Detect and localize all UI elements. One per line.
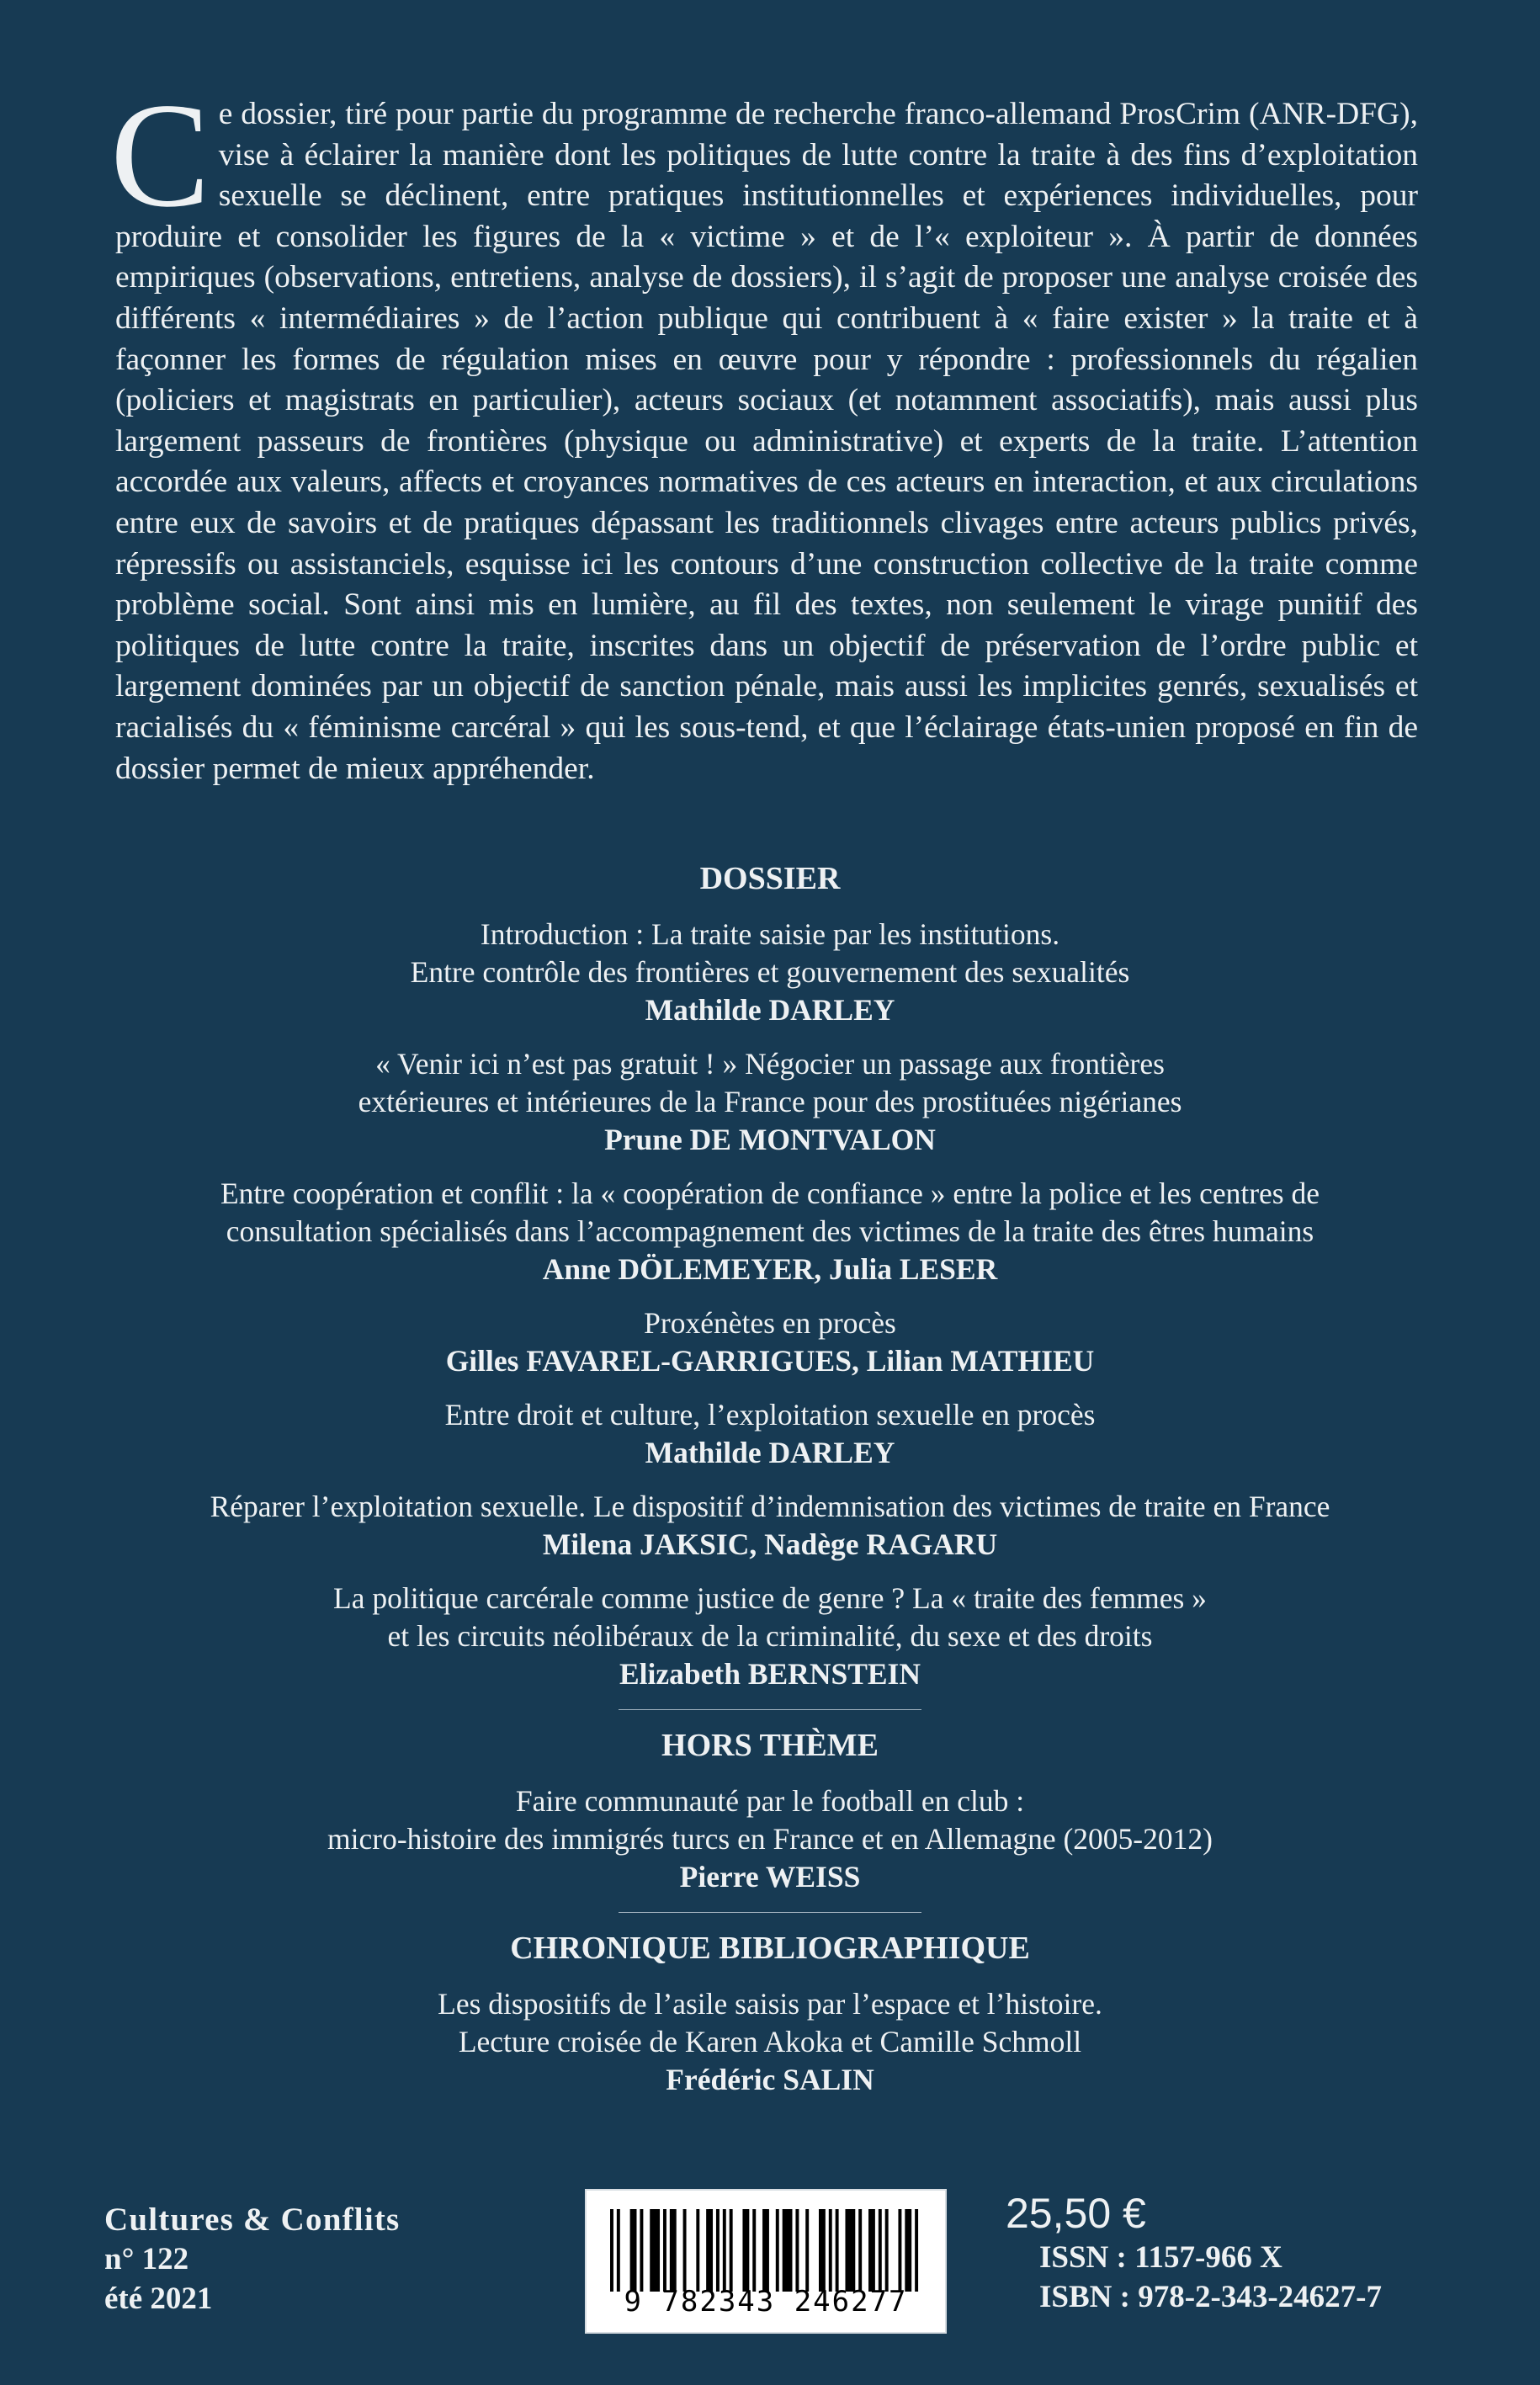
barcode-bar-5	[663, 2209, 666, 2292]
toc-entry	[101, 1985, 1439, 2099]
barcode-bar-18	[795, 2209, 799, 2292]
barcode-bar-27	[885, 2209, 889, 2292]
barcode-bar-25	[868, 2209, 875, 2292]
isbn: ISBN : 978-2-343-24627-7	[1039, 2280, 1382, 2314]
entry-author: Prune DE MONTVALON	[604, 1123, 936, 1156]
barcode-bar-30	[915, 2209, 918, 2292]
barcode-bar-23	[845, 2209, 855, 2292]
barcode-bar-10	[716, 2209, 720, 2292]
barcode-bar-2	[630, 2209, 637, 2292]
entry-author: Mathilde DARLEY	[645, 993, 895, 1027]
journal-info	[104, 2200, 400, 2319]
entry-author: Mathilde DARLEY	[645, 1436, 895, 1469]
chronique-entries	[101, 1985, 1439, 2099]
barcode-bar-7	[683, 2209, 687, 2292]
barcode-bar-20	[819, 2209, 826, 2292]
section-divider	[619, 1912, 921, 1913]
dossier-entries	[101, 916, 1439, 1693]
toc-entry	[101, 1580, 1439, 1693]
entry-title-line: consultation spécialisés dans l’accompagnement des victimes de la traite des êtres humains	[226, 1214, 1314, 1248]
entry-author: Gilles FAVAREL-GARRIGUES, Lilian MATHIEU	[445, 1344, 1095, 1378]
entry-title-line: Entre contrôle des frontières et gouvernement des sexualités	[410, 955, 1130, 989]
drop-cap: C	[110, 72, 210, 238]
section-heading-hors-theme: HORS THÈME	[661, 1728, 879, 1763]
entry-title-line: Entre coopération et conflit : la « coopération de confiance » entre la police et les centres de	[220, 1177, 1320, 1210]
entry-title-line: Proxénètes en procès	[644, 1306, 896, 1340]
price: 25,50 €	[1006, 2190, 1146, 2237]
entry-author: Pierre WEISS	[679, 1860, 861, 1894]
entry-title-line: Introduction : La traite saisie par les institutions.	[480, 917, 1060, 951]
barcode-bar-28	[898, 2209, 901, 2292]
toc-entry	[101, 1045, 1439, 1159]
barcode-bar-12	[730, 2209, 733, 2292]
barcode-bars	[610, 2209, 921, 2292]
abstract-text: e dossier, tiré pour partie du programme de recherche franco-allemand ProsCrim (ANR-DFG), vise à éclairer la manière dont les politiques de lutte contre la traite à des fins d’exploitation sexuelle se déclinent, entre pratiques institutionnelles et expériences individuelles, pour produire et consolider les figures de la « victime » et de l’« exploiteur ». À partir de données empiriques (observations, entretiens, analyse de dossiers), il s’agit de proposer une analyse croisée des différents « intermédiaires » de l’action publique qui contribuent à « faire exister » la traite et à façonner les formes de régulation mises en œuvre pour y répondre : professionnels du régalien (policiers et magistrats en particulier), acteurs sociaux (et notamment associatifs), mais aussi plus largement passeurs de frontières (physique ou administrative) et experts de la traite. L’attention accordée aux valeurs, affects et croyances normatives de ces acteurs en interaction, et aux circulations entre eux de savoirs et de pratiques dépassant les traditionnels clivages entre acteurs publics privés, répressifs ou assistanciels, esquisse ici les contours d’une construction collective de la traite comme problème social. Sont ainsi mis en lumière, au fil des textes, non seulement le virage punitif des politiques de lutte contre la traite, inscrites dans un objectif de préservation de l’ordre public et largement dominées par un objectif de sanction pénale, mais aussi les implicites genrés, sexualisés et racialisés du « féminisme carcéral » qui les sous-tend, et que l’éclairage états-unien proposé en fin de dossier permet de mieux appréhender.	[115, 97, 1418, 786]
barcode-bar-9	[706, 2209, 713, 2292]
barcode-bar-0	[610, 2209, 613, 2292]
section-heading-chronique: CHRONIQUE BIBLIOGRAPHIQUE	[510, 1931, 1030, 1966]
entry-title-line: Faire communauté par le football en club :	[515, 1784, 1025, 1818]
barcode-bar-1	[617, 2209, 620, 2292]
barcode-bar-17	[783, 2209, 793, 2292]
barcode-bar-6	[670, 2209, 677, 2292]
table-of-contents	[101, 858, 1439, 2115]
entry-author: Anne DÖLEMEYER, Julia LESER	[542, 1252, 998, 1286]
entry-author: Milena JAKSIC, Nadège RAGARU	[542, 1527, 998, 1561]
barcode-bar-19	[805, 2209, 809, 2292]
issue-number: n° 122	[104, 2242, 189, 2276]
section-divider	[619, 1709, 921, 1710]
barcode-bar-13	[742, 2209, 749, 2292]
barcode-bar-14	[752, 2209, 756, 2292]
barcode-bar-8	[696, 2209, 699, 2292]
entry-title-line: « Venir ici n’est pas gratuit ! » Négocier un passage aux frontières	[375, 1047, 1165, 1081]
price-and-identifiers	[1006, 2189, 1382, 2317]
issn: ISSN : 1157-966 X	[1039, 2240, 1282, 2275]
entry-title-line: Entre droit et culture, l’exploitation sexuelle en procès	[444, 1398, 1096, 1432]
abstract-paragraph	[110, 72, 1418, 789]
barcode-bar-16	[776, 2209, 779, 2292]
barcode-bar-11	[723, 2209, 726, 2292]
entry-title-line: et les circuits néolibéraux de la criminalité, du sexe et des droits	[387, 1619, 1153, 1653]
barcode-bar-22	[836, 2209, 839, 2292]
entry-author: Elizabeth BERNSTEIN	[619, 1657, 921, 1691]
journal-title: Cultures & Conflits	[104, 2202, 401, 2238]
toc-entry	[101, 1175, 1439, 1288]
barcode-bar-26	[879, 2209, 882, 2292]
section-heading-dossier: DOSSIER	[699, 861, 841, 896]
toc-entry	[101, 1782, 1439, 1896]
entry-author: Frédéric SALIN	[666, 2063, 874, 2096]
barcode-bar-3	[640, 2209, 643, 2292]
barcode-bar-24	[858, 2209, 862, 2292]
barcode-bar-29	[905, 2209, 911, 2292]
barcode-digits: 9 782343 246277	[624, 2285, 908, 2319]
entry-title-line: La politique carcérale comme justice de genre ? La « traite des femmes »	[333, 1581, 1207, 1615]
hors-theme-entries	[101, 1782, 1439, 1896]
entry-title-line: Lecture croisée de Karen Akoka et Camille Schmoll	[458, 2025, 1082, 2058]
toc-entry	[101, 1304, 1439, 1380]
barcode	[585, 2189, 947, 2334]
toc-entry	[101, 1488, 1439, 1564]
issue-season: été 2021	[104, 2281, 213, 2316]
barcode-bar-21	[829, 2209, 832, 2292]
entry-title-line: extérieures et intérieures de la France pour des prostituées nigérianes	[358, 1085, 1182, 1118]
entry-title-line: micro-histoire des immigrés turcs en France et en Allemagne (2005-2012)	[327, 1822, 1213, 1856]
toc-entry	[101, 916, 1439, 1029]
barcode-bar-4	[650, 2209, 660, 2292]
entry-title-line: Les dispositifs de l’asile saisis par l’espace et l’histoire.	[438, 1987, 1102, 2021]
entry-title-line: Réparer l’exploitation sexuelle. Le dispositif d’indemnisation des victimes de traite en France	[210, 1490, 1330, 1523]
toc-entry	[101, 1396, 1439, 1472]
barcode-bar-15	[762, 2209, 769, 2292]
